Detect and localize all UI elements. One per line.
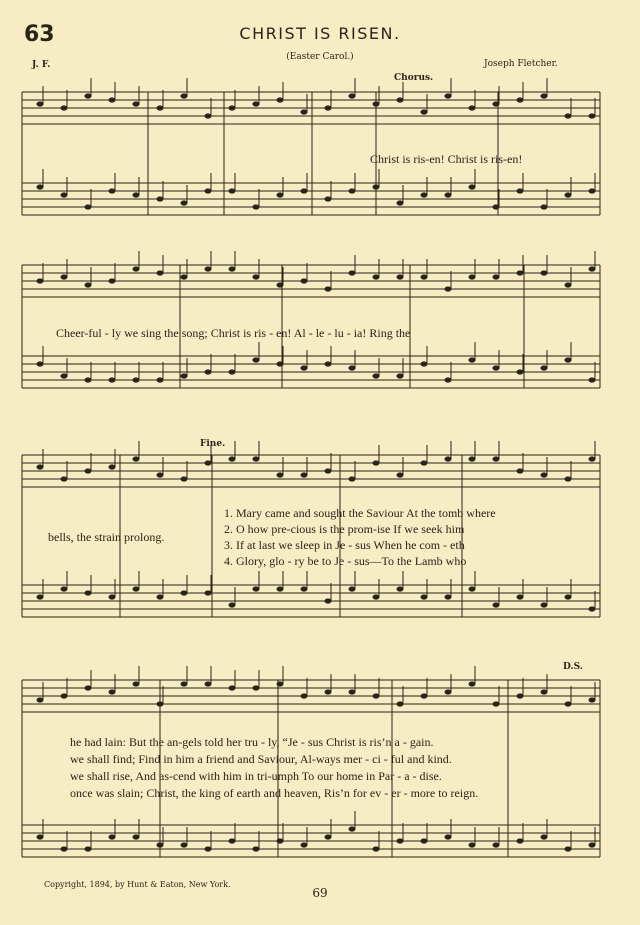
note-head [493, 101, 500, 106]
note-head [133, 586, 140, 591]
note-head [157, 472, 164, 477]
note-head [373, 184, 380, 189]
note-head [253, 274, 260, 279]
note-head [397, 472, 404, 477]
note-head [301, 109, 308, 114]
note-head [133, 192, 140, 197]
note-head [181, 274, 188, 279]
note-head [421, 192, 428, 197]
note-head [85, 468, 92, 473]
note-head [469, 456, 476, 461]
note-head [373, 373, 380, 378]
note-head [349, 476, 356, 481]
note-head [277, 192, 284, 197]
note-head [229, 188, 236, 193]
note-head [373, 594, 380, 599]
note-head [565, 192, 572, 197]
note-head [469, 681, 476, 686]
note-head [61, 192, 68, 197]
note-head [157, 270, 164, 275]
note-head [85, 590, 92, 595]
note-head [277, 586, 284, 591]
note-head [61, 846, 68, 851]
note-head [181, 590, 188, 595]
note-head [181, 476, 188, 481]
note-head [373, 693, 380, 698]
note-head [565, 476, 572, 481]
note-head [541, 689, 548, 694]
note-head [589, 266, 596, 271]
note-head [397, 97, 404, 102]
note-head [325, 468, 332, 473]
note-head [325, 196, 332, 201]
note-head [37, 594, 44, 599]
note-head [445, 93, 452, 98]
note-head [445, 456, 452, 461]
note-head [109, 834, 116, 839]
note-head [277, 838, 284, 843]
note-head [517, 594, 524, 599]
note-head [589, 842, 596, 847]
note-head [253, 685, 260, 690]
note-head [541, 93, 548, 98]
note-head [373, 101, 380, 106]
note-head [181, 681, 188, 686]
note-head [229, 602, 236, 607]
note-head [373, 460, 380, 465]
note-head [205, 846, 212, 851]
note-head [37, 184, 44, 189]
note-head [301, 188, 308, 193]
note-head [349, 365, 356, 370]
note-head [37, 464, 44, 469]
note-head [397, 200, 404, 205]
note-head [445, 834, 452, 839]
note-head [565, 701, 572, 706]
note-head [229, 266, 236, 271]
note-head [85, 282, 92, 287]
note-head [445, 192, 452, 197]
note-head [253, 456, 260, 461]
note-head [85, 93, 92, 98]
note-head [517, 468, 524, 473]
note-head [61, 586, 68, 591]
note-head [85, 846, 92, 851]
note-head [205, 590, 212, 595]
verse-line: 3. If at last we sleep in Je - sus When he com - eth [224, 538, 465, 552]
note-head [565, 113, 572, 118]
note-head [181, 200, 188, 205]
note-head [445, 286, 452, 291]
note-head [541, 834, 548, 839]
note-head [541, 270, 548, 275]
note-head [397, 274, 404, 279]
note-head [445, 594, 452, 599]
page-number: 69 [312, 886, 328, 900]
note-head [445, 689, 452, 694]
note-head [301, 586, 308, 591]
note-head [253, 204, 260, 209]
note-head [37, 834, 44, 839]
author-initials: J. F. [32, 60, 51, 70]
note-head [277, 681, 284, 686]
note-head [133, 456, 140, 461]
note-head [229, 685, 236, 690]
note-head [349, 826, 356, 831]
note-head [157, 701, 164, 706]
note-head [277, 97, 284, 102]
note-head [109, 278, 116, 283]
note-head [493, 842, 500, 847]
note-head [109, 689, 116, 694]
note-head [253, 846, 260, 851]
note-head [277, 361, 284, 366]
note-head [541, 204, 548, 209]
verse-line: 1. Mary came and sought the Saviour At the tomb where [224, 506, 496, 520]
note-head [493, 274, 500, 279]
note-head [133, 266, 140, 271]
note-head [133, 101, 140, 106]
note-head [325, 286, 332, 291]
note-head [349, 93, 356, 98]
note-head [469, 357, 476, 362]
note-head [205, 266, 212, 271]
verse-line: once was slain; Christ, the king of earth and heaven, Ris’n for ev - er - more to reign. [70, 786, 479, 800]
note-head [421, 693, 428, 698]
note-head [277, 472, 284, 477]
note-head [589, 113, 596, 118]
lyric-chorus: Christ is ris-en! Christ is ris-en! [370, 152, 523, 166]
note-head [469, 184, 476, 189]
note-head [37, 697, 44, 702]
verse-line: he had lain: But the an-gels told her tru - ly, “Je - sus Christ is ris’n a - gain. [70, 735, 434, 749]
note-head [301, 472, 308, 477]
note-head [517, 97, 524, 102]
note-head [517, 369, 524, 374]
note-head [301, 842, 308, 847]
note-head [325, 834, 332, 839]
note-head [253, 101, 260, 106]
note-head [421, 594, 428, 599]
note-head [589, 188, 596, 193]
note-head [589, 377, 596, 382]
note-head [517, 693, 524, 698]
lyric-system-2: Cheer-ful - ly we sing the song; Christ is ris - en! Al - le - lu - ia! Ring the [56, 326, 411, 340]
note-head [589, 456, 596, 461]
note-head [493, 365, 500, 370]
verse-line: 2. O how pre-cious is the prom-ise If we seek him [224, 522, 465, 536]
ds-marking: D.S. [563, 662, 583, 672]
note-head [61, 373, 68, 378]
note-head [133, 834, 140, 839]
note-head [61, 105, 68, 110]
note-head [589, 697, 596, 702]
note-head [325, 598, 332, 603]
note-head [349, 689, 356, 694]
note-head [493, 456, 500, 461]
note-head [565, 282, 572, 287]
note-head [517, 838, 524, 843]
note-head [589, 606, 596, 611]
note-head [37, 278, 44, 283]
note-head [325, 689, 332, 694]
note-head [61, 274, 68, 279]
note-head [85, 685, 92, 690]
note-head [397, 701, 404, 706]
note-head [541, 365, 548, 370]
note-head [421, 838, 428, 843]
note-head [205, 113, 212, 118]
note-head [349, 188, 356, 193]
note-head [469, 842, 476, 847]
chorus-marking: Chorus. [394, 73, 434, 83]
note-head [85, 377, 92, 382]
note-head [85, 204, 92, 209]
note-head [205, 681, 212, 686]
note-head [61, 693, 68, 698]
note-head [373, 274, 380, 279]
note-head [109, 464, 116, 469]
note-head [205, 369, 212, 374]
note-head [157, 105, 164, 110]
note-head [493, 701, 500, 706]
note-head [37, 361, 44, 366]
note-head [565, 357, 572, 362]
copyright-notice: Copyright, 1894, by Hunt & Eaton, New York. [44, 880, 231, 889]
note-head [541, 602, 548, 607]
note-head [517, 270, 524, 275]
note-head [349, 586, 356, 591]
note-head [397, 838, 404, 843]
note-head [133, 681, 140, 686]
note-head [181, 373, 188, 378]
note-head [301, 693, 308, 698]
note-head [349, 270, 356, 275]
note-head [493, 204, 500, 209]
note-head [205, 188, 212, 193]
note-head [109, 97, 116, 102]
note-head [205, 460, 212, 465]
note-head [61, 476, 68, 481]
note-head [325, 105, 332, 110]
note-head [421, 460, 428, 465]
note-head [229, 105, 236, 110]
note-head [229, 838, 236, 843]
note-head [253, 586, 260, 591]
note-head [397, 373, 404, 378]
note-head [565, 594, 572, 599]
fine-marking: Fine. [200, 439, 226, 449]
note-head [157, 196, 164, 201]
verse-line: we shall rise, And as-cend with him in tri-umph To our home in Par - a - dise. [70, 769, 442, 783]
note-head [397, 586, 404, 591]
note-head [229, 456, 236, 461]
note-head [421, 274, 428, 279]
composer-name: Joseph Fletcher. [484, 59, 558, 69]
note-head [181, 93, 188, 98]
note-head [157, 842, 164, 847]
note-head [445, 377, 452, 382]
note-head [421, 109, 428, 114]
note-head [229, 369, 236, 374]
note-head [325, 361, 332, 366]
note-head [37, 101, 44, 106]
note-head [301, 365, 308, 370]
note-head [157, 594, 164, 599]
verse-line: we shall find; Find in him a friend and Saviour, Al-ways mer - ci - ful and kind. [70, 752, 452, 766]
verse-line: 4. Glory, glo - ry be to Je - sus—To the Lamb who [224, 554, 467, 568]
note-head [421, 361, 428, 366]
note-head [541, 472, 548, 477]
note-head [109, 377, 116, 382]
note-head [181, 842, 188, 847]
note-head [133, 377, 140, 382]
note-head [469, 274, 476, 279]
note-head [373, 846, 380, 851]
note-head [517, 188, 524, 193]
lyric-system-3-lead: bells, the strain prolong. [48, 530, 165, 544]
hymn-subtitle: (Easter Carol.) [286, 52, 354, 62]
note-head [157, 377, 164, 382]
note-head [109, 188, 116, 193]
note-head [469, 105, 476, 110]
hymn-title: CHRIST IS RISEN. [239, 24, 401, 43]
note-head [253, 357, 260, 362]
hymn-number: 63 [24, 22, 55, 47]
note-head [565, 846, 572, 851]
note-head [109, 594, 116, 599]
note-head [493, 602, 500, 607]
note-head [469, 586, 476, 591]
note-head [301, 278, 308, 283]
note-head [277, 282, 284, 287]
